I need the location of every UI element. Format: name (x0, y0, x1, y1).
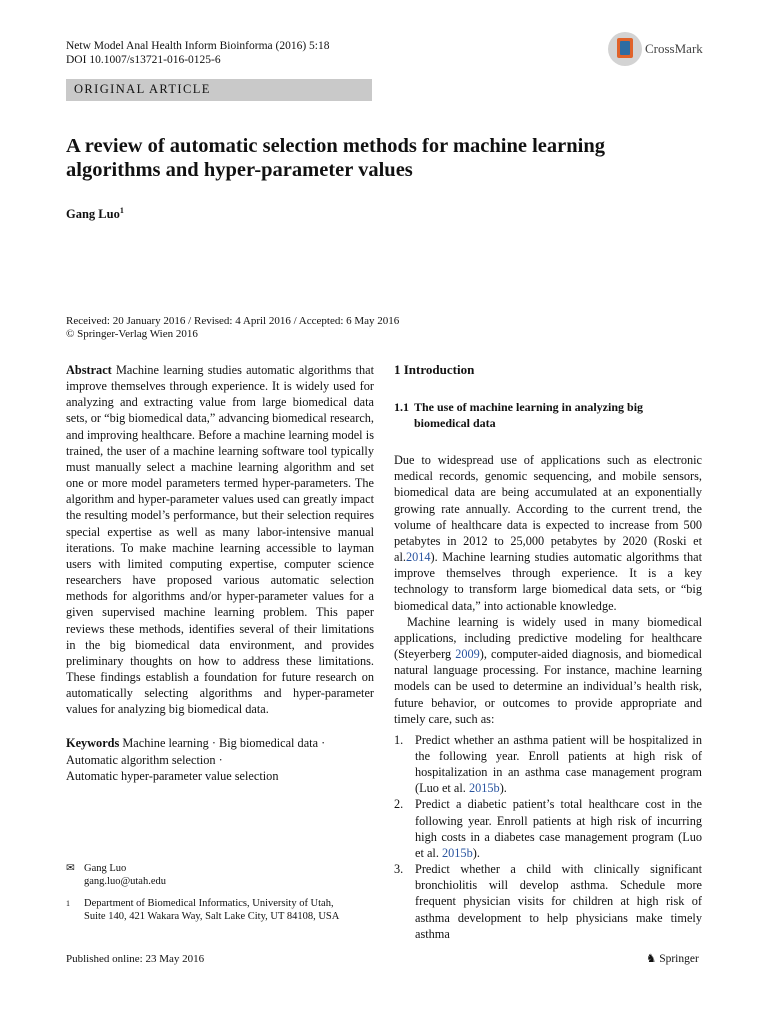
author-line (66, 206, 124, 222)
left-column (66, 362, 374, 784)
envelope-icon: ✉ (66, 863, 75, 874)
keywords-line1: Machine learning · Big biomedical data · (122, 736, 326, 751)
subsection-number: 1.1 (394, 400, 409, 415)
author-affil-mark: 1 (119, 206, 124, 215)
affil-number: 1 (66, 899, 70, 908)
email-link[interactable]: gang.luo@utah.edu (84, 876, 166, 887)
section-heading: 1 Introduction (394, 362, 475, 377)
abstract-text: Machine learning studies automatic algorithms that improve themselves through experience. It is widely used for analyzing and extracting value from large biomedical data sets, or “big biomedical data,” advancing biomedical research, and improving healthcare. Before a machine learning model is trained, the user of a machine learning software tool typically must manually select a machine learning algorithm and set one or more model parameters termed hyper-parameters. The algorithm and hyper-parameter values used can greatly impact the resulting model’s performance, but their selection requires special expertise as well as many labor-intensive manual iterations. To make machine learning accessible to layman users with limited computing expertise, computer science researchers have proposed various automatic selection methods for algorithms and/or hyper-parameter values for a given supervised machine learning problem. This paper reviews these methods, identifies several of their limitations in the big biomedical data environment, and provides preliminary thoughts on how to address these limitations. These findings establish a foundation for future research on automatically selecting algorithms and hyper-parameter values for analyzing big biomedical data. (66, 363, 374, 717)
corresponding-author: Gang Luo (84, 863, 127, 874)
crossmark-label: CrossMark (645, 41, 703, 56)
list-item: 3. Predict whether a child with clinically significant bronchiolitis will develop asthma. Schedule more frequent physician visits for children at high risk of asthma development to help physicians make timely asthma (394, 862, 702, 941)
crossmark-icon (608, 32, 642, 66)
citation-link[interactable]: 2015b (468, 781, 500, 796)
springer-horse-icon: ♞ (646, 953, 657, 965)
affil-line1: Department of Biomedical Informatics, University of Utah, (84, 898, 334, 909)
subsection-heading (394, 400, 702, 431)
list-item: 1. Predict whether an asthma patient will be hospitalized in the following year. Enroll patients at high risk of hospitalization in an asthma case management program (Luo et al. 2015b). (394, 732, 702, 796)
author-footnote (66, 862, 374, 923)
publisher-logo (646, 951, 699, 965)
author-name: Gang Luo (66, 207, 120, 222)
journal-citation: Netw Model Anal Health Inform Bioinforma (2016) 5:18 (66, 40, 330, 52)
publisher-name: Springer (659, 953, 699, 965)
keywords (66, 735, 374, 783)
citation-link[interactable]: 2009 (455, 647, 480, 662)
keywords-label: Keywords (66, 736, 120, 751)
paper-title: A review of automatic selection methods for machine learning algorithms and hyper-parameter values (66, 135, 605, 181)
article-type-banner (66, 79, 372, 101)
right-column (394, 362, 702, 942)
intro-paragraph-1: Due to widespread use of applications such as electronic medical records, genomic sequencing, and mobile sensors, biomedical data are being accumulated at an exponentially growing rate annually. According to the current trend, the volume of healthcare data is expected to increase from 500 petabytes in 2012 to 25,000 petabytes by 2020 (Roski et al.2014). Machine learning studies automatic algorithms that improve themselves through experience. It is a key technology to transform large biomedical data sets, or “big biomedical data,” into actionable knowledge. (394, 453, 702, 613)
received-dates: Received: 20 January 2016 / Revised: 4 April 2016 / Accepted: 6 May 2016 (66, 315, 400, 327)
affil-line2: Suite 140, 421 Wakara Way, Salt Lake City, UT 84108, USA (84, 911, 340, 922)
abstract (66, 362, 374, 717)
subsection-title: The use of machine learning in analyzing big biomedical data (414, 400, 644, 430)
citation-link[interactable]: 2015b (441, 845, 473, 860)
abstract-label: Abstract (66, 363, 112, 377)
article-type-label: ORIGINAL ARTICLE (74, 82, 211, 96)
intro-paragraph-2: Machine learning is widely used in many biomedical applications, including predictive modeling for healthcare (Steyerberg 2009), computer-aided diagnosis, and biomedical natural language processing. For instance, machine learning models can be used to determine an individual’s health risk, future behavior, or outcomes to provide appropriate and timely care, such as: (394, 614, 702, 726)
keywords-line3: Automatic hyper-parameter value selection (66, 768, 279, 783)
crossmark-badge[interactable] (608, 31, 718, 67)
keywords-line2: Automatic algorithm selection · (66, 752, 223, 767)
list-item: 2. Predict a diabetic patient’s total healthcare cost in the following year. Enroll patients at high risk of incurring high costs in a diabetes case management program (Luo et al. 2015b). (394, 797, 702, 860)
doi-link[interactable]: DOI 10.1007/s13721-016-0125-6 (66, 54, 221, 66)
copyright: © Springer-Verlag Wien 2016 (66, 328, 198, 340)
citation-link[interactable]: 2014 (405, 550, 431, 565)
published-date: Published online: 23 May 2016 (66, 953, 205, 965)
use-case-list (394, 732, 702, 942)
